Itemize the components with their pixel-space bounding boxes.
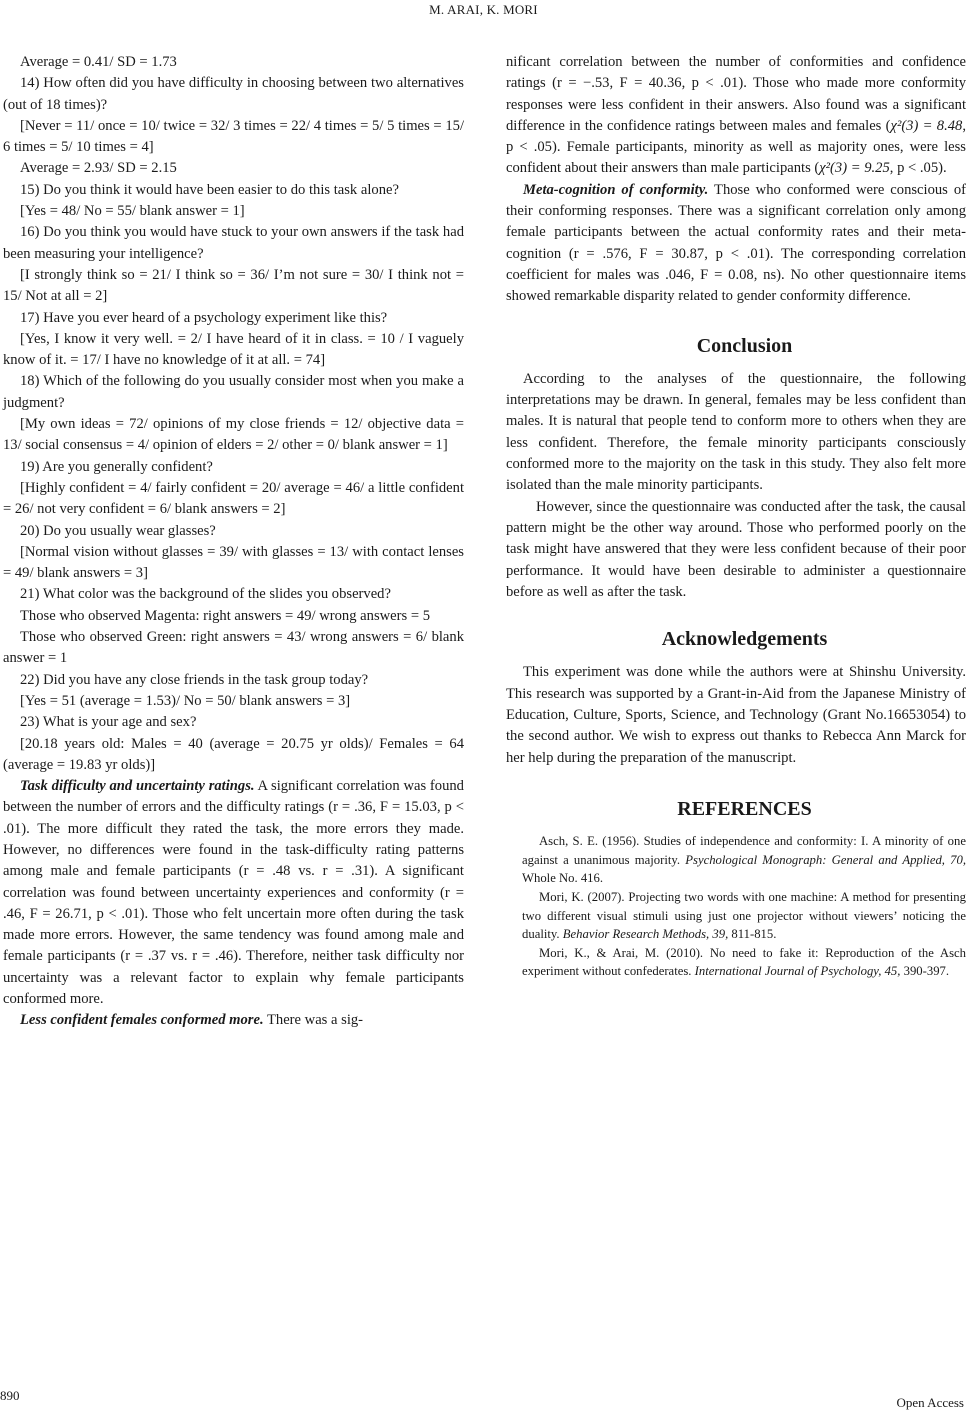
paragraph: 22) Did you have any close friends in the task group today? [20, 671, 369, 688]
run-in-heading: Meta-cognition of conformity. [523, 181, 709, 198]
paragraph-text: A significant correlation was found between the number of errors and the difficulty ratings (r = .36, F = 15.03, p < .01). The more difficult they rated the task, the more errors they made. However, no differences were found in the task-difficulty rating patterns among male and female participants (r = .48 vs. r = .31). A significant correlation was found between uncertainty experiences and conformity (r = .46, F = 26.71, p < .01). Those who felt uncertain more often during the task made more errors. However, the same tendency was found among male and female participants (r = .37 vs. r = .46). Therefore, neither task difficulty nor uncertainty was a relevant factor to explain why female participants conformed more. [3, 778, 464, 1008]
paragraph-text: , p < .05). [889, 160, 947, 177]
paragraph: 14) How often did you have difficulty in choosing between two alternatives (out of 18 times)? [3, 75, 464, 113]
reference-item: Asch, S. E. (1956). Studies of independence and conformity: I. A minority of one against a unanimous majority. Psychological Monograph: General and Applied, 70, Whole No. 416. [522, 834, 966, 886]
paragraph: Average = 2.93/ SD = 2.15 [20, 160, 177, 177]
chi-square-stat: χ²(3) = 9.25 [819, 160, 890, 177]
paragraph: 21) What color was the background of the slides you observed? [20, 586, 391, 603]
paragraph: [Yes = 48/ No = 55/ blank answer = 1] [20, 203, 245, 220]
page-number: 890 [0, 1388, 20, 1403]
paragraph: 16) Do you think you would have stuck to your own answers if the task had been measuring your intelligence? [3, 224, 464, 262]
paragraph-text: nificant correlation between the number of conformities and confidence ratings (r = −.53, F = 40.36, p < .01). Those who made more conformity responses were less confident in their answers. Also found was a significant difference in the confidence ratings between males and females ( [506, 54, 966, 134]
paragraph: [Normal vision without glasses = 39/ with glasses = 13/ with contact lenses = 49/ blank answers = 3] [3, 543, 464, 582]
paragraph [3, 776, 464, 1010]
run-in-heading: Less confident females conformed more. [20, 1012, 264, 1029]
paragraph: [Never = 11/ once = 10/ twice = 32/ 3 times = 22/ 4 times = 5/ 5 times = 15/ 6 times = 5/ 10 times = 4] [3, 117, 464, 156]
reference-item: Mori, K. (2007). Projecting two words with one machine: A method for presenting two different visual stimuli using just one projector without viewers’ noticing the duality. Behavior Research Methods, 39, 811-815. [522, 889, 966, 942]
paragraph: [Yes = 51 (average = 1.53)/ No = 50/ blank answers = 3] [20, 692, 351, 709]
right-column [506, 52, 966, 981]
left-column [3, 52, 464, 1032]
paragraph: This experiment was done while the authors were at Shinshu University. This research was supported by a Grant-in-Aid from the Japanese Ministry of Education, Culture, Sports, Science, and Technology (Grant No.16653054) to the second author. We wish to express out thanks to Rebecca Ann Marck for her help during the preparation of the manuscript. [506, 664, 966, 766]
paragraph: Those who observed Green: right answers = 43/ wrong answers = 6/ blank answer = 1 [3, 629, 464, 667]
paragraph [506, 52, 966, 180]
paragraph: [I strongly think so = 21/ I think so = 36/ I’m not sure = 30/ I think not = 15/ Not at all = 2] [3, 266, 464, 305]
paragraph: Those who observed Magenta: right answers = 49/ wrong answers = 5 [20, 607, 431, 624]
run-in-heading: Task difficulty and uncertainty ratings. [20, 778, 255, 795]
paragraph: 20) Do you usually wear glasses? [20, 522, 216, 539]
paragraph: 18) Which of the following do you usually consider most when you make a judgment? [3, 373, 464, 411]
paragraph: 23) What is your age and sex? [20, 714, 197, 731]
paragraph-text: , p < .05). Female participants, minority as well as majority ones, were less confident about their answers than male participants ( [506, 117, 967, 177]
section-heading-acknowledgements: Acknowledgements [661, 628, 828, 651]
section-heading-references: REFERENCES [677, 797, 812, 820]
paragraph: [Highly confident = 4/ fairly confident = 20/ average = 46/ a little confident = 26/ not very confident = 6/ blank answers = 2] [3, 479, 464, 518]
reference-item: Mori, K., & Arai, M. (2010). No need to fake it: Reproduction of the Asch experiment without confederates. International Journal of Psychology, 45, 390-397. [522, 945, 966, 979]
paragraph: Average = 0.41/ SD = 1.73 [20, 54, 177, 70]
paragraph: 19) Are you generally confident? [20, 458, 213, 475]
paragraph: However, since the questionnaire was conducted after the task, the causal pattern might be the other way around. Those who performed poorly on the task might have answered that they were less confident because of their poor performance. It would have been desirable to administer a questionnaire before as well as after the task. [506, 498, 966, 600]
paragraph-text: There was a sig- [263, 1012, 364, 1029]
paragraph-text: Those who conformed were conscious of their conforming responses. There was a significant correlation only among female participants between the actual conformity rates and their meta-cognition (r = .576, F = 30.87, p < .01). The corresponding correlation coefficient for males was .046, F = 0.08, ns). No other questionnaire items showed remarkable disparity related to gender conformity difference. [506, 181, 966, 305]
paragraph: According to the analyses of the questionnaire, the following interpretations may be drawn. In general, females may be less confident than males. It is natural that people tend to conform more to others when they are less confident. Therefore, the female minority participants consciously conformed more to the majority on the task in this study. They also felt more isolated than the male minority participants. [506, 370, 966, 494]
paragraph: [20.18 years old: Males = 40 (average = 20.75 yr olds)/ Females = 64 (average = 19.83 yr olds)] [3, 735, 464, 773]
open-access-label: Open Access [896, 1395, 964, 1410]
paragraph: [My own ideas = 72/ opinions of my close friends = 12/ objective data = 13/ social consensus = 4/ opinion of elders = 2/ other = 0/ blank answer = 1] [3, 416, 464, 454]
paragraph: 17) Have you ever heard of a psychology experiment like this? [20, 309, 388, 326]
paragraph: 15) Do you think it would have been easier to do this task alone? [20, 181, 399, 198]
paragraph: [Yes, I know it very well. = 2/ I have heard of it in class. = 10 / I vaguely know of it. = 17/ I have no knowledge of it at all. = 74] [3, 330, 464, 369]
reference-list [506, 832, 966, 981]
section-heading-conclusion: Conclusion [696, 334, 793, 357]
running-header: M. ARAI, K. MORI [429, 2, 538, 17]
paragraph [3, 1010, 464, 1031]
paragraph [506, 180, 966, 308]
chi-square-stat: χ²(3) = 8.48 [890, 117, 963, 134]
